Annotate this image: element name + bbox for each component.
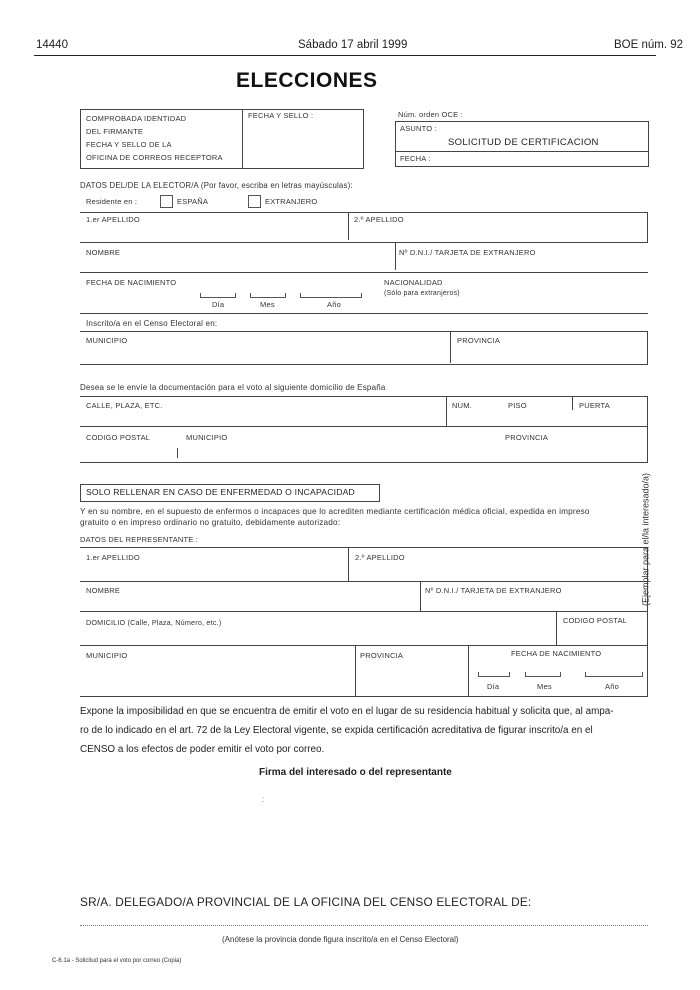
- divider: [348, 547, 349, 581]
- firma-label: Firma del interesado o del representante: [259, 767, 452, 778]
- enfermedad-text-2: gratuito o en impreso ordinario no gratuito, debidamente autorizado:: [80, 518, 341, 527]
- divider: [395, 242, 396, 270]
- puerta-label: PUERTA: [579, 401, 610, 410]
- expone-line-1: Expone la imposibilidad en que se encuentra de emitir el voto en el lugar de su residencia habitual y solicita que, al ampa-: [80, 706, 614, 717]
- divider: [572, 396, 573, 410]
- solo-extranjeros-label: (Sólo para extranjeros): [384, 290, 460, 297]
- rule: [80, 242, 648, 243]
- divider: [446, 396, 447, 426]
- delegado-line[interactable]: [80, 925, 648, 926]
- header-date: Sábado 17 abril 1999: [298, 39, 408, 51]
- fecha-label: FECHA :: [400, 154, 431, 163]
- divider: [348, 212, 349, 240]
- divider: [647, 396, 648, 426]
- footer-code: C-6.1a - Solicitud para el voto por correo (Copia): [52, 958, 182, 964]
- divider: [355, 645, 356, 697]
- expone-line-2: ro de lo indicado en el art. 72 de la Ley Electoral vigente, se expida certificación acreditativa de figurar inscrito/a en el: [80, 725, 593, 736]
- rep-domicilio-label: DOMICILIO (Calle, Plaza, Número, etc.): [86, 618, 222, 627]
- nacionalidad-label: NACIONALIDAD: [384, 278, 443, 287]
- page-title: ELECCIONES: [236, 69, 378, 92]
- verify-line-3: FECHA Y SELLO DE LA: [86, 140, 172, 149]
- fecha-nac-label: FECHA DE NACIMIENTO: [86, 278, 177, 287]
- dom-provincia-label: PROVINCIA: [505, 433, 549, 442]
- rule: [80, 426, 648, 427]
- rule: [80, 364, 648, 365]
- rule: [80, 581, 648, 582]
- signature-mark: :: [262, 795, 265, 804]
- piso-label: PISO: [508, 401, 527, 410]
- rule: [80, 313, 648, 314]
- divider: [647, 426, 648, 462]
- dia-label: Día: [212, 300, 225, 309]
- calle-label: CALLE, PLAZA, ETC.: [86, 401, 163, 410]
- rule: [80, 645, 648, 646]
- rule: [80, 331, 648, 332]
- rep-dia-label: Día: [487, 682, 500, 691]
- num-label: NUM.: [452, 401, 472, 410]
- verify-line-1: COMPROBADA IDENTIDAD: [86, 114, 187, 123]
- elector-section-title: DATOS DEL/DE LA ELECTOR/A (Por favor, escriba en letras mayúsculas):: [80, 181, 353, 190]
- dom-municipio-label: MUNICIPIO: [186, 433, 228, 442]
- divider: [647, 331, 648, 364]
- mes-label: Mes: [260, 300, 275, 309]
- divider: [177, 448, 178, 458]
- mes-field[interactable]: [250, 293, 286, 298]
- rule: [80, 611, 648, 612]
- enfermedad-banner: SOLO RELLENAR EN CASO DE ENFERMEDAD O INCAPACIDAD: [86, 487, 355, 497]
- expone-line-3: CENSO a los efectos de poder emitir el voto por correo.: [80, 744, 325, 755]
- ano-field[interactable]: [300, 293, 362, 298]
- extranjero-label: EXTRANJERO: [265, 197, 318, 206]
- nombre-label: NOMBRE: [86, 248, 121, 257]
- num-orden-label: Núm. orden OCE :: [398, 110, 463, 119]
- dni-label: Nº D.N.I./ TARJETA DE EXTRANJERO: [399, 248, 536, 257]
- espana-label: ESPAÑA: [177, 197, 209, 206]
- municipio-label: MUNICIPIO: [86, 336, 128, 345]
- datos-rep-label: DATOS DEL REPRESENTANTE :: [80, 535, 199, 544]
- divider: [647, 212, 648, 242]
- rep-nombre-label: NOMBRE: [86, 586, 121, 595]
- delegado-label: SR/A. DELEGADO/A PROVINCIAL DE LA OFICINA DEL CENSO ELECTORAL DE:: [80, 895, 532, 909]
- rep-dia-field[interactable]: [478, 672, 510, 677]
- rep-apellido2-label: 2.º APELLIDO: [355, 553, 405, 562]
- rule: [80, 696, 648, 697]
- divider: [468, 645, 469, 697]
- espana-checkbox[interactable]: [160, 195, 173, 208]
- asunto-rule: [395, 151, 648, 152]
- ano-label: Año: [327, 300, 341, 309]
- rep-apellido1-label: 1.er APELLIDO: [86, 553, 140, 562]
- rep-mes-field[interactable]: [525, 672, 561, 677]
- asunto-label: ASUNTO :: [400, 124, 437, 133]
- rep-fecha-nac-label: FECHA DE NACIMIENTO: [511, 649, 602, 658]
- verify-line-4: OFICINA DE CORREOS RECEPTORA: [86, 153, 223, 162]
- enfermedad-text-1: Y en su nombre, en el supuesto de enfermos o incapaces que lo acrediten mediante certificación médica oficial, expedida en impreso: [80, 507, 590, 516]
- apellido1-label: 1.er APELLIDO: [86, 215, 140, 224]
- rep-ano-label: Año: [605, 682, 619, 691]
- apellido2-label: 2.º APELLIDO: [354, 215, 404, 224]
- rule: [80, 272, 648, 273]
- fecha-sello-label: FECHA Y SELLO :: [248, 111, 314, 120]
- verify-line-2: DEL FIRMANTE: [86, 127, 144, 136]
- rule: [80, 547, 648, 548]
- extranjero-checkbox[interactable]: [248, 195, 261, 208]
- header-rule: [34, 55, 656, 56]
- rep-mes-label: Mes: [537, 682, 552, 691]
- verify-divider: [242, 109, 243, 168]
- rule: [80, 462, 648, 463]
- boe-number: BOE núm. 92: [614, 39, 684, 51]
- rep-cp-label: CODIGO POSTAL: [563, 616, 628, 625]
- rep-ano-field[interactable]: [585, 672, 643, 677]
- cp-label: CODIGO POSTAL: [86, 433, 151, 442]
- residente-label: Residente en :: [86, 197, 138, 206]
- divider: [450, 331, 451, 363]
- dia-field[interactable]: [200, 293, 236, 298]
- anotese-label: (Anótese la provincia donde figura inscrito/a en el Censo Electoral): [222, 935, 459, 944]
- divider: [420, 581, 421, 611]
- rep-municipio-label: MUNICIPIO: [86, 651, 128, 660]
- side-note: (Ejemplar para el/la interesado/a): [640, 472, 651, 607]
- divider: [556, 611, 557, 645]
- rep-dni-label: Nº D.N.I./ TARJETA DE EXTRANJERO: [425, 586, 562, 595]
- page-number: 14440: [36, 39, 68, 51]
- inscrito-label: Inscrito/a en el Censo Electoral en:: [86, 319, 218, 328]
- asunto-value: SOLICITUD DE CERTIFICACION: [448, 137, 599, 148]
- rule: [80, 396, 648, 397]
- rule: [80, 212, 648, 213]
- rep-provincia-label: PROVINCIA: [360, 651, 404, 660]
- domicilio-intro: Desea se le envíe la documentación para el voto al siguiente domicilio de España: [80, 383, 386, 392]
- provincia-label: PROVINCIA: [457, 336, 501, 345]
